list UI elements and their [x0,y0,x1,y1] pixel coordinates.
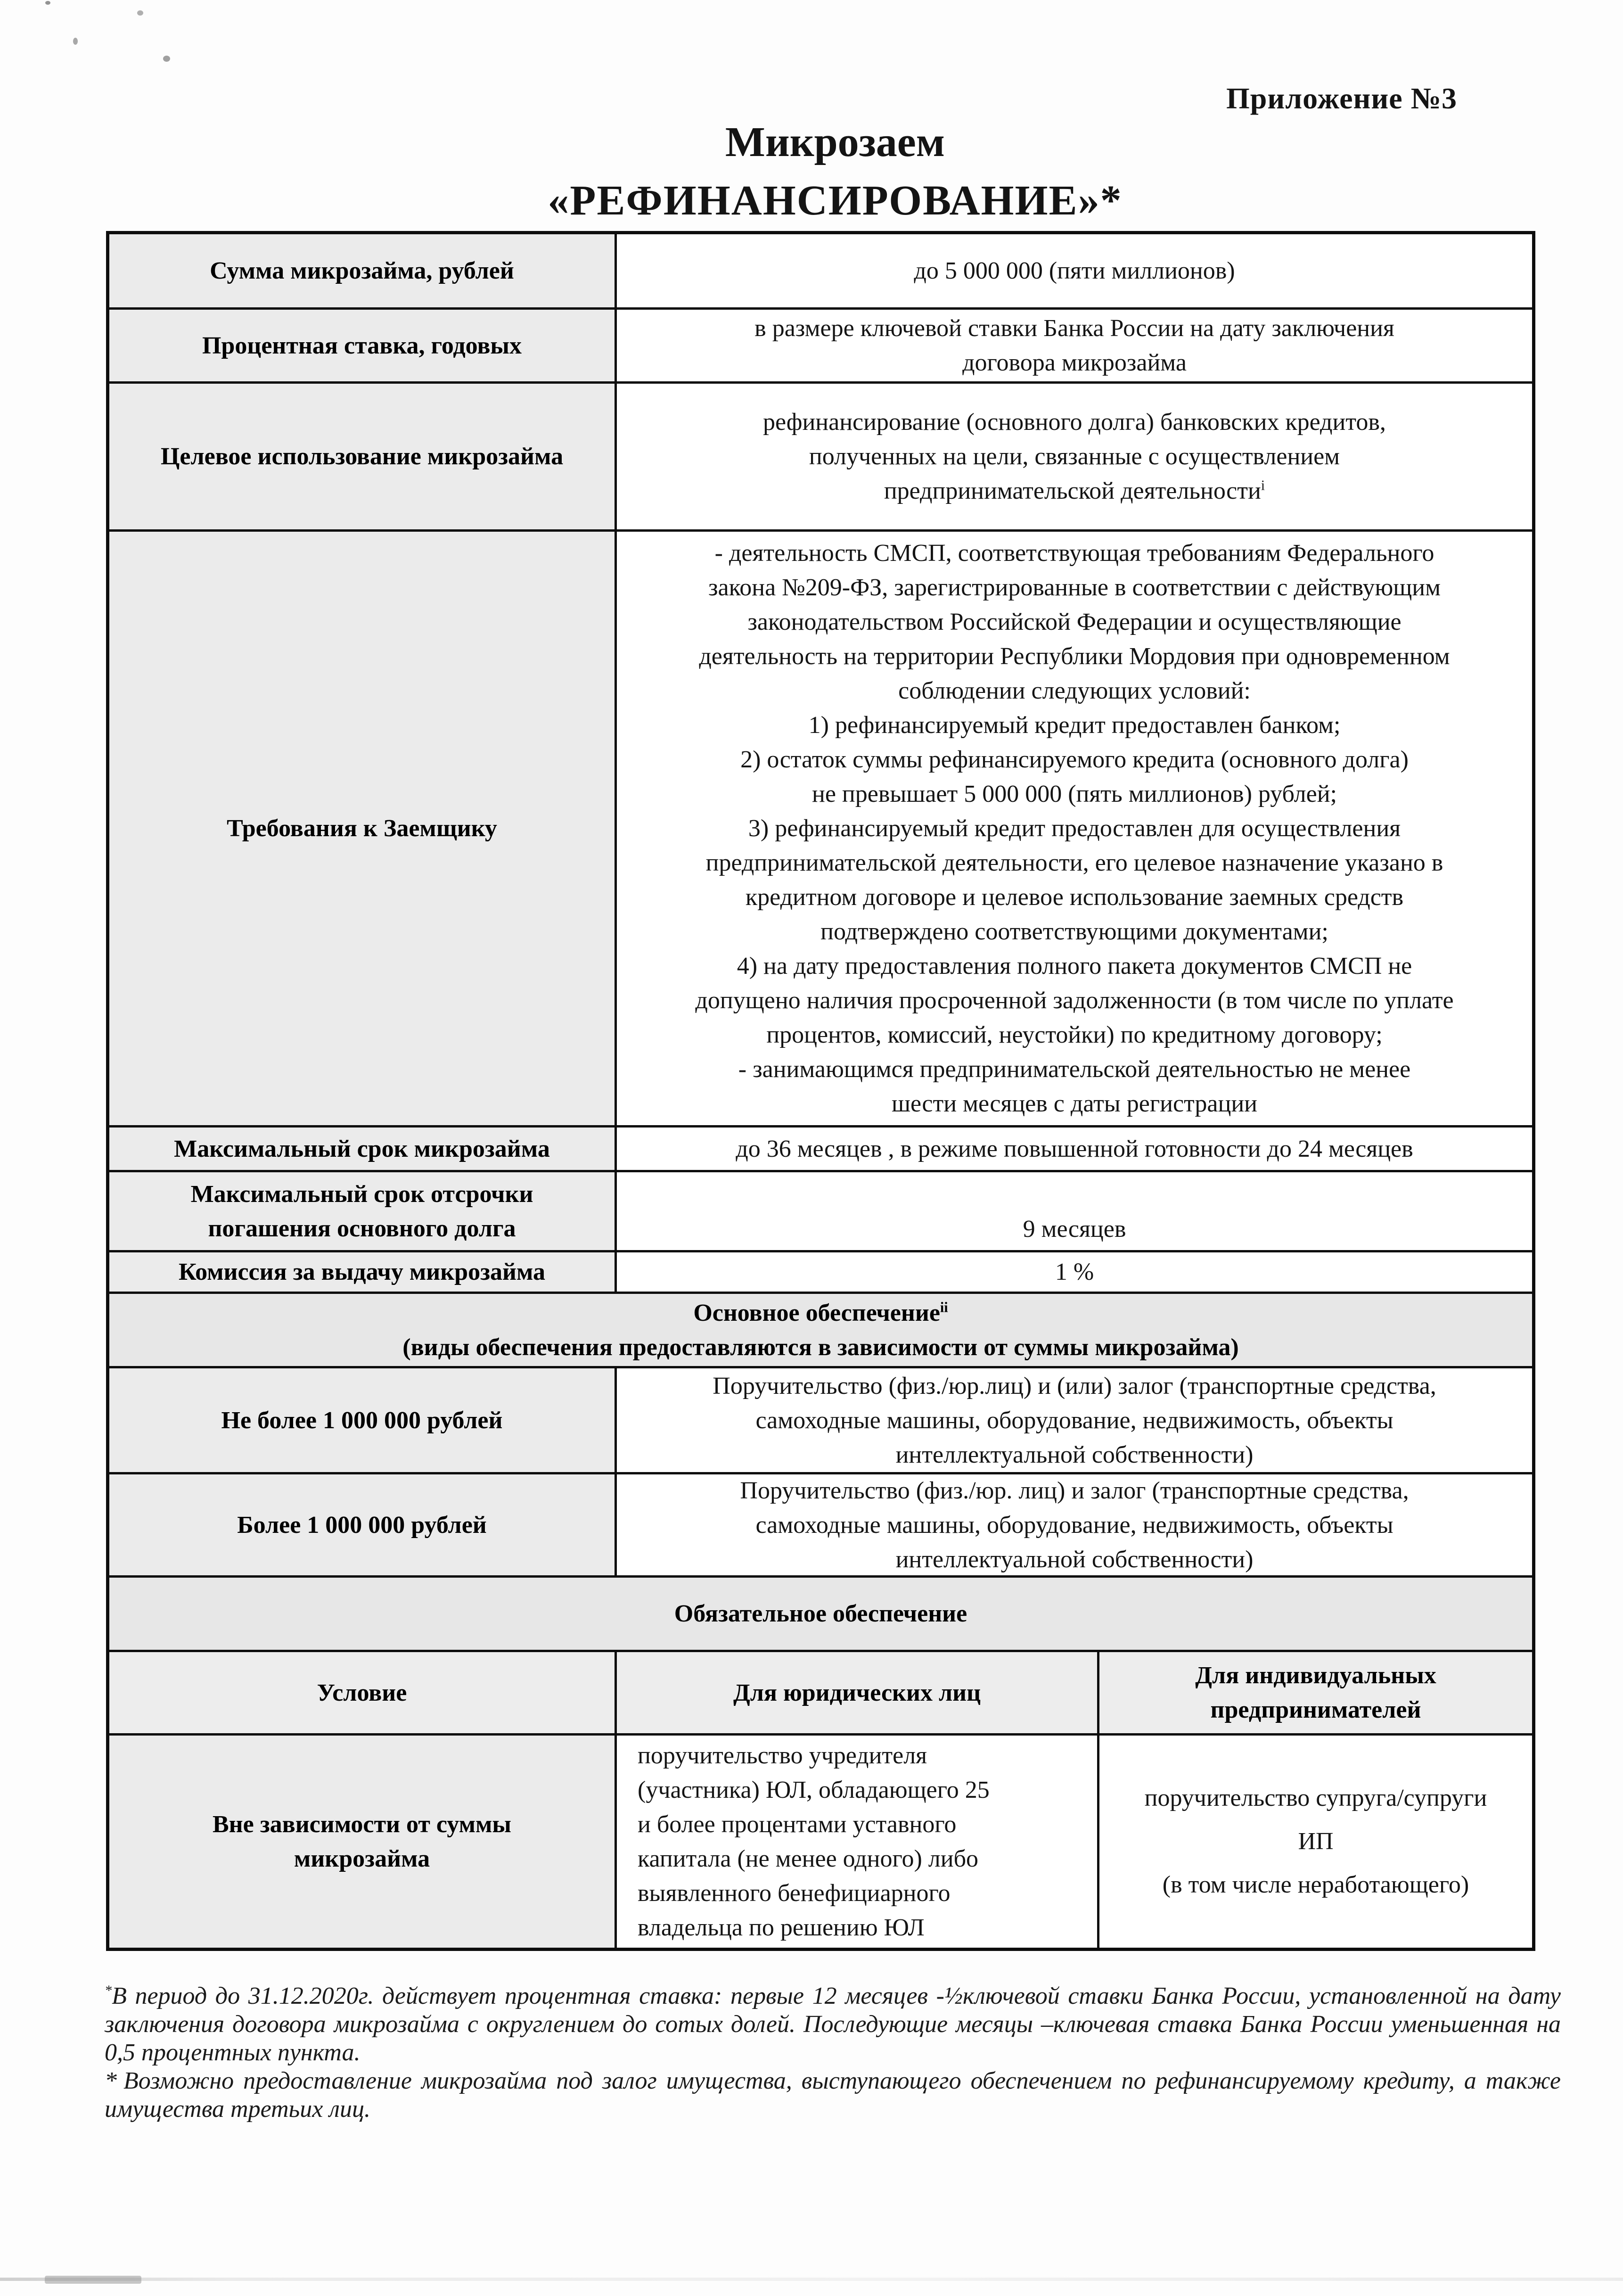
mandatory-table-row [109,1733,1532,1948]
table-row-grace-period [109,1170,1532,1250]
section-primary-security-title: Основное обеспечение$^{ii}$ [693,1299,948,1326]
scan-speck [45,1,50,5]
row-grace-period-value-text: 9 месяцев [1023,1216,1126,1243]
row-requirements-value-text: - деятельность СМСП, соответствующая требованиям Федерального закона №209-ФЗ, зарегистрированные в соответствии с действующим законодательством Российской Федерации и осуществляющие деятельность на территории Республики Мордовия при одновременном соблюдении следующих условий: 1) рефинансируемый кредит предоставлен банком; 2) остаток суммы рефинансируемого кредита (основного долга) не превышает 5 000 000 (пять миллионов) рублей; 3) рефинансируемый кредит предоставлен для осуществления предпринимательской деятельности, его целевое назначение указано в кредитном договоре и целевое использование заемных средств подтверждено соответствующими документами; 4) на дату предоставления полного пакета документов СМСП не допущено наличия просроченной задолженности (в том числе по уплате процентов, комиссий, неустойки) по кредитному договору; - занимающимся предпринимательской деятельностью не менее шести месяцев с даты регистрации [695,540,1454,1117]
row-requirements-label: Требования к Заемщику [109,532,615,1125]
footnote-rate-terms-text: В период до 31.12.2020г. действует процентная ставка: первые 12 месяцев -½ключевой ставки Банка России, установленной на дату заключения договора микрозайма с округлением до сотых долей. Последующие месяцы –ключевая ставка Банка России уменьшенная на 0,5 процентных пункта. [105,1983,1561,2066]
footnote-marker-asterisk: * [105,1982,112,1999]
cell-condition [109,1736,615,1948]
row-purpose-value-last-line: предпринимательской деятельности$^i$ [884,477,1265,504]
scan-speck [137,10,143,16]
header-legal-entities: Для юридических лиц [615,1652,1097,1733]
header-condition: Условие [109,1652,615,1733]
row-max-term-label: Максимальный срок микрозайма [109,1127,615,1170]
title-product: Микрозаем [725,119,945,165]
cell-individual-guarantee [1097,1736,1532,1948]
table-row-sum [109,234,1532,307]
mandatory-table-header [109,1650,1532,1733]
table-row-commission [109,1250,1532,1292]
row-requirements-value [615,532,1532,1125]
row-sum-label: Сумма микрозайма, рублей [109,234,615,307]
section-primary-security-subtitle: (виды обеспечения предоставляются в зависимости от суммы микрозайма) [402,1333,1239,1361]
table-row-requirements [109,529,1532,1125]
row-grace-period-label [109,1172,615,1250]
row-collateral-large-value [615,1474,1532,1575]
row-collateral-small-value [615,1368,1532,1472]
section-primary-security-cell [109,1294,1532,1366]
scanner-artifact-smudge [45,2276,141,2284]
table-row-collateral-small [109,1366,1532,1472]
footnote-rate-terms [105,1982,1561,2067]
endnote-ref-ii: ii [940,1299,948,1316]
footnote-collateral-option [105,2067,1561,2123]
row-commission-value [615,1252,1532,1292]
section-primary-security [109,1292,1532,1366]
document-title [47,113,1623,230]
row-purpose-label: Целевое использование микрозайма [109,384,615,529]
appendix-label: Приложение №3 [1226,82,1457,115]
row-sum-value [615,234,1532,307]
row-purpose-value-text: рефинансирование (основного долга) банковских кредитов, полученных на цели, связанные с осуществлением [763,409,1386,470]
cell-condition-text: Вне зависимости от суммы микрозайма [212,1811,512,1872]
scan-speck [163,56,170,62]
footnote-collateral-option-text: Возможно предоставление микрозайма под залог имущества, выступающего обеспечением по рефинансируемому кредиту, а также имущества третьих лиц. [105,2067,1561,2123]
section-mandatory-security-title: Обязательное обеспечение [109,1578,1532,1650]
loan-terms-table [106,231,1535,1951]
row-grace-period-value [615,1172,1532,1250]
scan-speck [73,38,78,45]
cell-individual-guarantee-text: поручительство супруга/супруги ИП (в том числе неработающего) [1144,1785,1487,1898]
cell-legal-guarantee [615,1736,1097,1948]
header-individual-entrepreneurs-text: Для индивидуальных предпринимателей [1195,1662,1436,1723]
endnote-ref-i: i [1261,477,1265,494]
row-collateral-small-label: Не более 1 000 000 рублей [109,1368,615,1472]
row-purpose-value [615,384,1532,529]
table-row-rate [109,307,1532,381]
row-rate-label: Процентная ставка, годовых [109,310,615,381]
row-sum-value-text: до 5 000 000 (пяти миллионов) [914,257,1235,284]
table-row-purpose [109,381,1532,529]
row-collateral-small-value-text: Поручительство (физ./юр.лиц) и (или) залог (транспортные средства, самоходные машины, оборудование, недвижимость, объекты интеллектуальной собственности) [713,1372,1436,1468]
row-max-term-value-text: до 36 месяцев , в режиме повышенной готовности до 24 месяцев [736,1136,1413,1162]
scanner-artifact-line [0,2278,1623,2281]
row-max-term-value [615,1127,1532,1170]
section-mandatory-security [109,1575,1532,1650]
row-collateral-large-value-text: Поручительство (физ./юр. лиц) и залог (транспортные средства, самоходные машины, оборудование, недвижимость, объекты интеллектуальной собственности) [740,1477,1409,1573]
row-commission-label: Комиссия за выдачу микрозайма [109,1252,615,1292]
row-rate-value [615,310,1532,381]
row-commission-value-text: 1 % [1055,1259,1094,1285]
footnote-marker-asterisk: * [105,2067,117,2094]
cell-legal-guarantee-text: поручительство учредителя (участника) ЮЛ, обладающего 25 и более процентами уставного капитала (не менее одного) либо выявленного бенефициарного владельца по решению ЮЛ [638,1742,990,1941]
title-program-name: «РЕФИНАНСИРОВАНИЕ»* [548,177,1123,224]
row-rate-value-text: в размере ключевой ставки Банка России на дату заключения договора микрозайма [754,315,1394,376]
table-row-collateral-large [109,1472,1532,1575]
header-individual-entrepreneurs [1097,1652,1532,1733]
row-collateral-large-label: Более 1 000 000 рублей [109,1474,615,1575]
footnotes [105,1982,1561,2123]
table-row-max-term [109,1125,1532,1170]
row-grace-period-label-text: Максимальный срок отсрочки погашения основного долга [190,1180,533,1242]
